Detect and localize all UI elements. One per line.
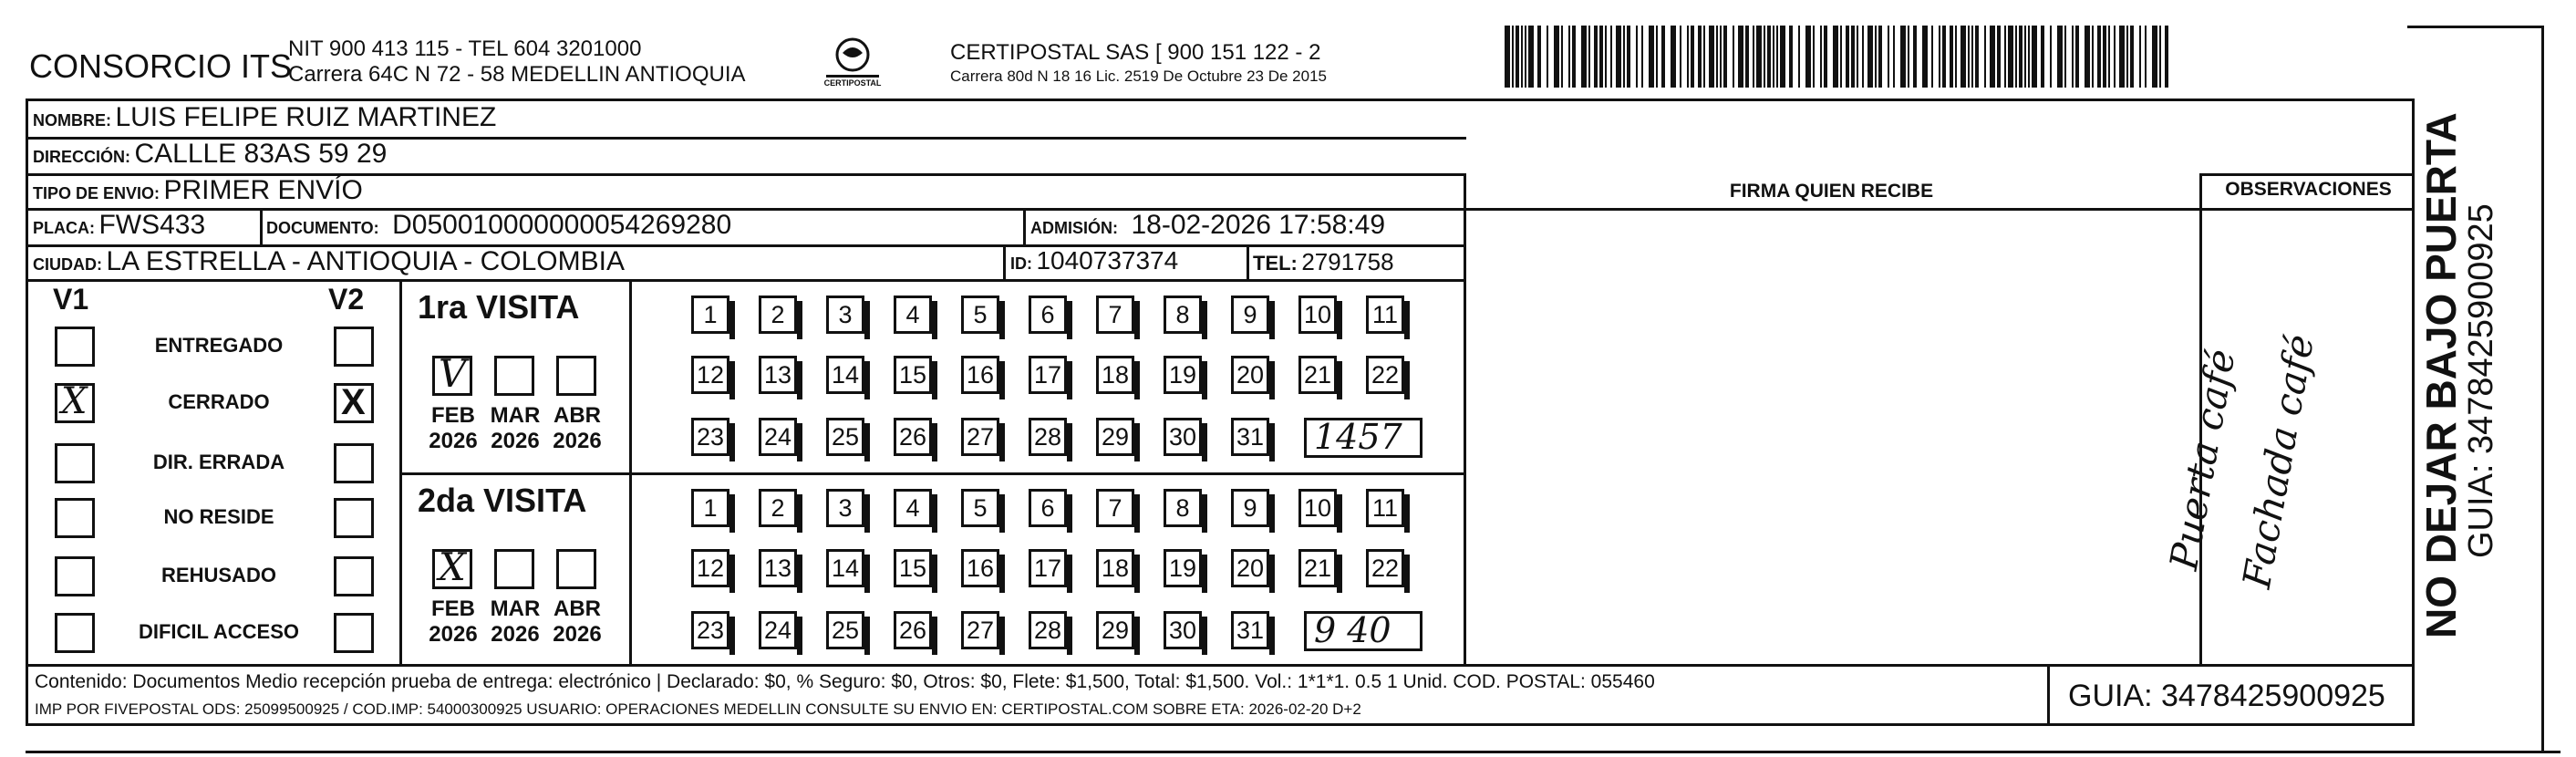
barcode-bar: [2103, 26, 2106, 88]
firma-header: FIRMA QUIEN RECIBE: [1729, 181, 1934, 202]
barcode-bar: [1990, 26, 1995, 88]
barcode-bar: [1537, 26, 1541, 88]
barcode-bar: [1525, 26, 1526, 88]
barcode-bar: [2032, 26, 2037, 88]
barcode-bar: [2108, 26, 2110, 88]
barcode-bar: [1862, 26, 1864, 88]
barcode-bar: [1753, 26, 1754, 88]
ciudad-label: CIUDAD:: [33, 255, 102, 274]
day-box[interactable]: 12: [691, 356, 729, 394]
footer-guia: GUIA: 3478425900925: [2068, 679, 2385, 713]
barcode-bar: [2085, 26, 2090, 88]
barcode-bar: [1605, 26, 1607, 88]
barcode-bar: [1833, 26, 1838, 88]
day-box[interactable]: 3: [826, 489, 864, 527]
barcode-bar: [2057, 26, 2063, 88]
barcode-bar: [1528, 26, 1534, 88]
day-box[interactable]: 21: [1298, 549, 1337, 587]
status-checkbox-v1[interactable]: [55, 498, 95, 538]
v2-header: V2: [328, 283, 365, 316]
day-box[interactable]: 14: [826, 356, 864, 394]
barcode-bar: [2019, 26, 2023, 88]
barcode-bar: [1888, 26, 1889, 88]
barcode-bar: [1738, 26, 1743, 88]
day-box[interactable]: 16: [961, 356, 999, 394]
logo-text: CERTIPOSTAL: [823, 78, 882, 88]
day-box[interactable]: 11: [1366, 296, 1404, 334]
footer-line-2: IMP POR FIVEPOSTAL ODS: 25099500925 / COD.IMP: 54000300925 USUARIO: OPERACIONES MEDELLIN CONSULTE SU ENVIO EN: CERTIPOSTAL.COM SOBRE ETA: 2026-02-20 D+2: [35, 700, 1361, 718]
day-box[interactable]: 16: [961, 549, 999, 587]
barcode-bar: [1568, 26, 1570, 88]
barcode-bar: [1661, 26, 1665, 88]
day-box[interactable]: 18: [1096, 549, 1134, 587]
barcode-bar: [2145, 26, 2147, 88]
tipo-envio-label: TIPO DE ENVIO:: [33, 184, 160, 202]
barcode-bar: [1716, 26, 1718, 88]
barcode-bar: [1588, 26, 1590, 88]
month-label: MAR 2026: [490, 596, 541, 647]
barcode-bar: [1623, 26, 1625, 88]
barcode-bar: [1955, 26, 1957, 88]
barcode-bar: [2159, 26, 2161, 88]
barcode-bar: [2139, 26, 2141, 88]
barcode-bar: [1547, 26, 1548, 88]
day-box[interactable]: 15: [894, 549, 932, 587]
status-checkbox-v1[interactable]: [55, 380, 95, 423]
tipo-envio-value: PRIMER ENVÍO: [163, 175, 363, 205]
status-checkbox-v2[interactable]: [334, 443, 374, 483]
company-name: CONSORCIO ITS: [29, 47, 293, 85]
barcode-bar: [1516, 26, 1519, 88]
barcode-bar: [1805, 26, 1811, 88]
barcode: [1505, 26, 2179, 88]
barcode-bar: [1857, 26, 1858, 88]
day-box[interactable]: 27: [961, 611, 999, 649]
status-checkbox-v2[interactable]: [334, 498, 374, 538]
month-checkbox[interactable]: [432, 351, 472, 396]
barcode-bar: [2024, 26, 2026, 88]
barcode-bar: [2165, 26, 2168, 88]
barcode-bar: [1581, 26, 1587, 88]
barcode-bar: [1703, 26, 1705, 88]
barcode-bar: [1942, 26, 1946, 88]
day-box[interactable]: 14: [826, 549, 864, 587]
barcode-bar: [1997, 26, 2001, 88]
barcode-bar: [1709, 26, 1714, 88]
company-nit: NIT 900 413 115 - TEL 604 3201000: [288, 36, 642, 61]
tel-value: 2791758: [1301, 248, 1394, 275]
barcode-bar: [1789, 26, 1793, 88]
carrier-name: CERTIPOSTAL SAS [ 900 151 122 - 2: [950, 40, 1321, 65]
barcode-bar: [1867, 26, 1873, 88]
barcode-bar: [1900, 26, 1906, 88]
day-box[interactable]: 8: [1164, 296, 1202, 334]
barcode-bar: [1698, 26, 1702, 88]
barcode-bar: [2119, 26, 2125, 88]
barcode-bar: [1773, 26, 1774, 88]
barcode-bar: [2050, 26, 2052, 88]
barcode-bar: [1893, 26, 1895, 88]
day-box[interactable]: 21: [1298, 356, 1337, 394]
time-box[interactable]: [1304, 418, 1422, 458]
barcode-bar: [1950, 26, 1953, 88]
barcode-bar: [1813, 26, 1815, 88]
barcode-bar: [2008, 26, 2013, 88]
day-box[interactable]: 5: [961, 489, 999, 527]
barcode-bar: [1636, 26, 1638, 88]
day-box[interactable]: 10: [1298, 489, 1337, 527]
time-written: 9 40: [1314, 610, 1391, 650]
day-box[interactable]: 12: [691, 549, 729, 587]
day-box[interactable]: 7: [1096, 489, 1134, 527]
placa-value: FWS433: [98, 210, 206, 240]
certipostal-logo: [821, 35, 885, 91]
day-box[interactable]: 3: [826, 296, 864, 334]
day-box[interactable]: 24: [759, 418, 797, 456]
barcode-bar: [2152, 26, 2157, 88]
month-checkbox[interactable]: [494, 549, 534, 589]
barcode-bar: [1776, 26, 1778, 88]
day-box[interactable]: 17: [1029, 356, 1067, 394]
status-checkbox-v1[interactable]: [55, 443, 95, 483]
month-label: FEB 2026: [429, 596, 478, 647]
barcode-bar: [1649, 26, 1654, 88]
barcode-bar: [1723, 26, 1727, 88]
day-box[interactable]: 9: [1231, 296, 1269, 334]
day-box[interactable]: 13: [759, 356, 797, 394]
barcode-bar: [1745, 26, 1749, 88]
barcode-bar: [2015, 26, 2017, 88]
day-box[interactable]: 29: [1096, 611, 1134, 649]
barcode-bar: [1780, 26, 1785, 88]
carrier-address: Carrera 80d N 18 16 Lic. 2519 De Octubre 23 De 2015: [950, 67, 1327, 85]
day-box[interactable]: 29: [1096, 418, 1134, 456]
day-box[interactable]: 31: [1231, 611, 1269, 649]
side-warning: NO DEJAR BAJO PUERTA: [2417, 112, 2465, 638]
day-box[interactable]: 5: [961, 296, 999, 334]
day-box[interactable]: 30: [1164, 418, 1202, 456]
day-box[interactable]: 2: [759, 489, 797, 527]
barcode-bar: [2092, 26, 2094, 88]
barcode-bar: [1656, 26, 1658, 88]
day-box[interactable]: 31: [1231, 418, 1269, 456]
month-label: MAR 2026: [490, 403, 541, 453]
admision-label: ADMISIÓN:: [1030, 219, 1118, 237]
day-box[interactable]: 27: [961, 418, 999, 456]
status-checkbox-v2[interactable]: [334, 556, 374, 596]
day-box[interactable]: 22: [1366, 549, 1404, 587]
status-label: CERRADO: [168, 390, 270, 413]
barcode-bar: [1561, 26, 1563, 88]
day-box[interactable]: 11: [1366, 489, 1404, 527]
barcode-bar: [1875, 26, 1877, 88]
barcode-bar: [1521, 26, 1523, 88]
barcode-bar: [1922, 26, 1928, 88]
barcode-bar: [2075, 26, 2079, 88]
barcode-bar: [1846, 26, 1849, 88]
day-box[interactable]: 18: [1096, 356, 1134, 394]
day-box[interactable]: 26: [894, 418, 932, 456]
barcode-bar: [2028, 26, 2030, 88]
barcode-bar: [1764, 26, 1765, 88]
day-box[interactable]: 1: [691, 489, 729, 527]
day-box[interactable]: 15: [894, 356, 932, 394]
side-guia: GUIA: 3478425900925: [2462, 203, 2500, 558]
status-checkbox-v2[interactable]: [334, 327, 374, 367]
status-label: REHUSADO: [161, 564, 276, 586]
barcode-bar: [2126, 26, 2128, 88]
barcode-bar: [1554, 26, 1559, 88]
day-box[interactable]: 28: [1029, 418, 1067, 456]
month-checkbox[interactable]: [556, 549, 596, 589]
direccion-value: CALLLE 83AS 59 29: [134, 139, 388, 169]
barcode-bar: [2004, 26, 2006, 88]
check-mark-v1: X: [61, 380, 88, 422]
documento-value: D050010000000054269280: [392, 210, 732, 240]
day-box[interactable]: 30: [1164, 611, 1202, 649]
barcode-bar: [1968, 26, 1970, 88]
id-value: 1040737374: [1036, 246, 1179, 275]
month-checkbox[interactable]: [494, 356, 534, 396]
day-box[interactable]: 26: [894, 611, 932, 649]
barcode-bar: [1798, 26, 1800, 88]
status-checkbox-v1[interactable]: [55, 613, 95, 653]
day-box[interactable]: 9: [1231, 489, 1269, 527]
ciudad-value: LA ESTRELLA - ANTIOQUIA - COLOMBIA: [106, 246, 625, 276]
day-box[interactable]: 20: [1231, 549, 1269, 587]
status-label: NO RESIDE: [163, 505, 274, 528]
barcode-bar: [1720, 26, 1722, 88]
day-box[interactable]: 28: [1029, 611, 1067, 649]
day-box[interactable]: 4: [894, 489, 932, 527]
status-checkbox-v1[interactable]: [55, 327, 95, 367]
barcode-bar: [1616, 26, 1621, 88]
day-box[interactable]: 6: [1029, 489, 1067, 527]
day-box[interactable]: 20: [1231, 356, 1269, 394]
month-checkbox[interactable]: [432, 544, 472, 589]
barcode-bar: [1594, 26, 1598, 88]
barcode-bar: [1931, 26, 1933, 88]
tel-label: TEL:: [1253, 252, 1298, 275]
barcode-bar: [2130, 26, 2134, 88]
month-label: FEB 2026: [429, 403, 478, 453]
documento-label: DOCUMENTO:: [266, 219, 379, 237]
day-box[interactable]: 6: [1029, 296, 1067, 334]
barcode-bar: [2114, 26, 2116, 88]
status-label: DIR. ERRADA: [152, 451, 285, 473]
time-box[interactable]: [1304, 611, 1422, 651]
observacion-2: Fachada café: [2234, 331, 2323, 592]
observaciones-header: OBSERVACIONES: [2225, 179, 2392, 200]
day-box[interactable]: 4: [894, 296, 932, 334]
barcode-bar: [1767, 26, 1771, 88]
barcode-bar: [1878, 26, 1882, 88]
barcode-bar: [1984, 26, 1986, 88]
barcode-bar: [1733, 26, 1734, 88]
check-mark-v2: X: [341, 382, 366, 422]
footer-line-1: Contenido: Documentos Medio recepción prueba de entrega: electrónico | Declarado: $0, % Seguro: $0, Otros: $0, Flete: $1,500, Total: $1,500. Vol.: 1*1*1. 0.5 1 Unid. COD. POSTAL: 055460: [35, 671, 1655, 692]
company-address: Carrera 64C N 72 - 58 MEDELLIN ANTIOQUIA: [288, 62, 746, 87]
day-box[interactable]: 19: [1164, 549, 1202, 587]
barcode-bar: [1641, 26, 1643, 88]
barcode-bar: [1908, 26, 1909, 88]
barcode-bar: [1960, 26, 1966, 88]
barcode-bar: [1820, 26, 1822, 88]
nombre-label: NOMBRE:: [33, 111, 111, 130]
barcode-bar: [1975, 26, 1979, 88]
status-checkbox-v2[interactable]: [334, 383, 374, 423]
barcode-bar: [1572, 26, 1576, 88]
day-box[interactable]: 25: [826, 611, 864, 649]
barcode-bar: [1691, 26, 1694, 88]
day-box[interactable]: 22: [1366, 356, 1404, 394]
direccion-label: DIRECCIÓN:: [33, 148, 130, 166]
barcode-bar: [1840, 26, 1842, 88]
month-mark: V: [439, 351, 467, 396]
day-box[interactable]: 8: [1164, 489, 1202, 527]
visit-title: 2da VISITA: [418, 482, 587, 519]
day-box[interactable]: 13: [759, 549, 797, 587]
v1-header: V1: [53, 283, 89, 316]
barcode-bar: [1599, 26, 1603, 88]
day-box[interactable]: 17: [1029, 549, 1067, 587]
month-label: ABR 2026: [553, 403, 602, 453]
nombre-value: LUIS FELIPE RUIZ MARTINEZ: [115, 102, 497, 132]
month-checkbox[interactable]: [556, 356, 596, 396]
barcode-bar: [1680, 26, 1681, 88]
barcode-bar: [1512, 26, 1514, 88]
day-box[interactable]: 25: [826, 418, 864, 456]
barcode-bar: [1971, 26, 1973, 88]
time-written: 1457: [1314, 417, 1402, 457]
barcode-bar: [1671, 26, 1676, 88]
barcode-bar: [1687, 26, 1689, 88]
barcode-bar: [1939, 26, 1940, 88]
day-box[interactable]: 2: [759, 296, 797, 334]
day-box[interactable]: 24: [759, 611, 797, 649]
day-box[interactable]: 23: [691, 611, 729, 649]
day-box[interactable]: 1: [691, 296, 729, 334]
status-label: ENTREGADO: [154, 334, 284, 357]
status-label: DIFICIL ACCESO: [138, 620, 299, 643]
barcode-bar: [1610, 26, 1612, 88]
barcode-bar: [1505, 26, 1510, 88]
barcode-bar: [1627, 26, 1630, 88]
barcode-bar: [1913, 26, 1917, 88]
barcode-bar: [1824, 26, 1827, 88]
status-checkbox-v1[interactable]: [55, 556, 95, 596]
day-box[interactable]: 19: [1164, 356, 1202, 394]
barcode-bar: [1851, 26, 1855, 88]
barcode-bar: [1756, 26, 1762, 88]
day-box[interactable]: 10: [1298, 296, 1337, 334]
month-mark: X: [439, 544, 466, 589]
month-label: ABR 2026: [553, 596, 602, 647]
admision-value: 18-02-2026 17:58:49: [1131, 210, 1386, 240]
barcode-bar: [2097, 26, 2101, 88]
observacion-1: Puerta café: [2161, 346, 2244, 574]
day-box[interactable]: 23: [691, 418, 729, 456]
placa-label: PLACA:: [33, 219, 95, 237]
id-label: ID:: [1010, 254, 1032, 273]
status-checkbox-v2[interactable]: [334, 613, 374, 653]
barcode-bar: [2064, 26, 2066, 88]
barcode-bar: [2041, 26, 2044, 88]
visit-title: 1ra VISITA: [418, 288, 580, 326]
day-box[interactable]: 7: [1096, 296, 1134, 334]
barcode-bar: [2072, 26, 2074, 88]
